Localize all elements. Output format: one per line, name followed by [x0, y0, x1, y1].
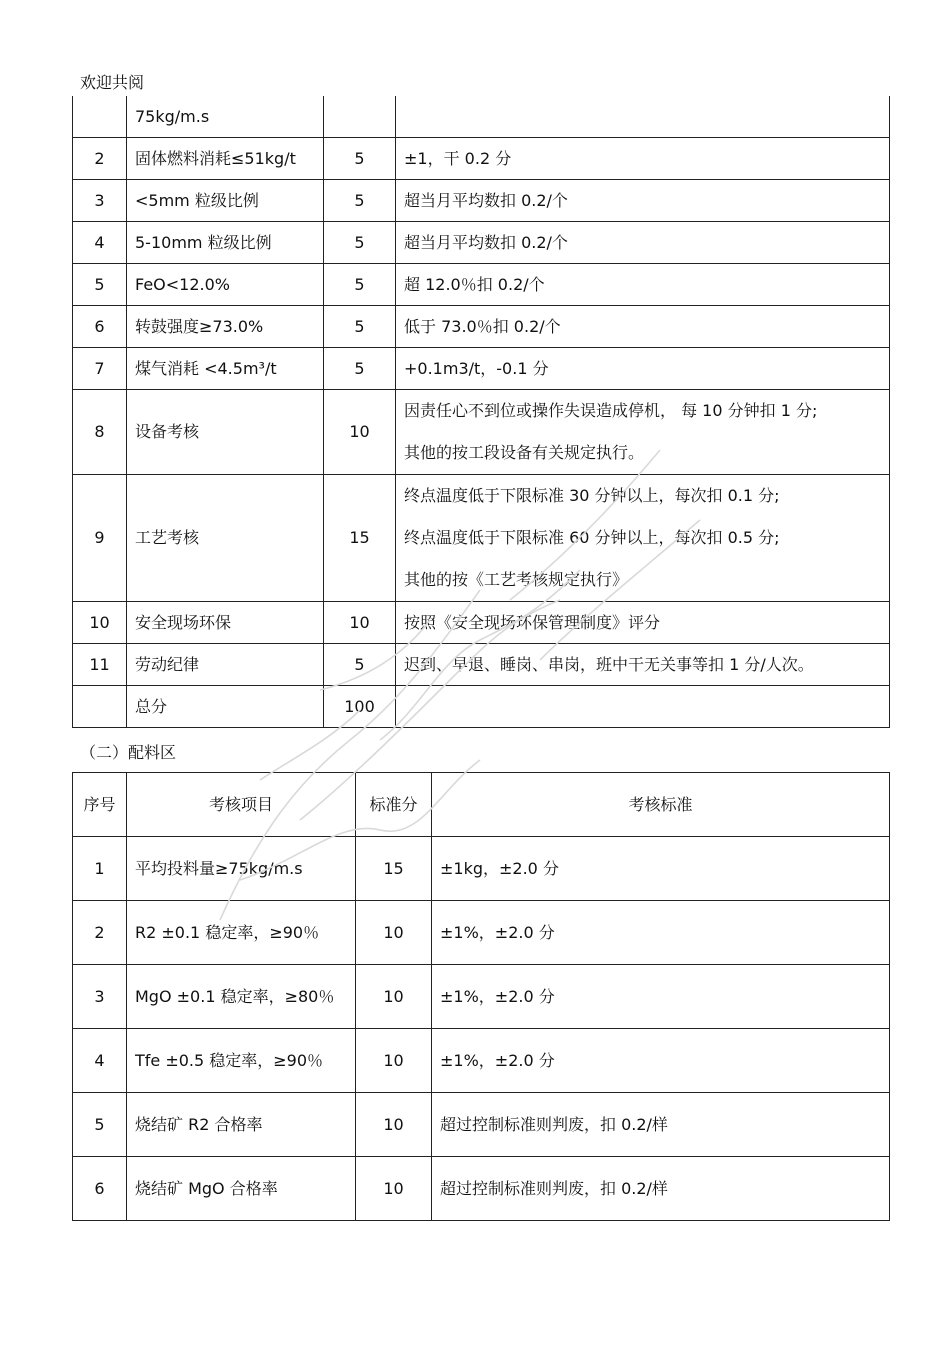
cell-score: 10 — [356, 901, 432, 965]
cell-score: 10 — [356, 1157, 432, 1221]
assessment-table-batching — [72, 772, 890, 1221]
cell-no: 11 — [73, 644, 127, 686]
table-row — [73, 96, 890, 138]
cell-score: 5 — [324, 306, 396, 348]
cell-item: 75kg/m.s — [127, 96, 324, 138]
cell-no: 2 — [73, 901, 127, 965]
cell-score: 10 — [324, 602, 396, 644]
cell-desc — [396, 180, 890, 222]
assessment-table-sintering — [72, 96, 890, 728]
cell-item: 5-10mm 粒级比例 — [127, 222, 324, 264]
cell-score: 5 — [324, 348, 396, 390]
desc-line: 按照《安全现场环保管理制度》评分 — [404, 612, 661, 632]
cell-desc — [396, 348, 890, 390]
table-row — [73, 644, 890, 686]
table-header-row — [73, 773, 890, 837]
section-title: （二）配料区 — [80, 743, 177, 762]
table-row — [73, 1029, 890, 1093]
cell-score: 5 — [324, 644, 396, 686]
cell-no: 1 — [73, 837, 127, 901]
cell-no: 3 — [73, 965, 127, 1029]
cell-score: 15 — [324, 475, 396, 602]
header-no: 序号 — [73, 773, 127, 837]
table-row — [73, 138, 890, 180]
cell-no: 4 — [73, 222, 127, 264]
cell-desc — [396, 96, 890, 138]
cell-no: 8 — [73, 390, 127, 475]
desc-line: 因责任心不到位或操作失误造成停机， 每 10 分钟扣 1 分; — [404, 401, 818, 420]
cell-item: 设备考核 — [127, 390, 324, 475]
cell-desc — [396, 306, 890, 348]
table-row — [73, 686, 890, 728]
cell-score: 10 — [356, 1029, 432, 1093]
cell-score: 10 — [356, 965, 432, 1029]
cell-no: 4 — [73, 1029, 127, 1093]
desc-line: ±1，干 0.2 分 — [404, 148, 512, 168]
desc-line: 低于 73.0％扣 0.2/个 — [404, 316, 561, 336]
cell-item: 煤气消耗 <4.5m³/t — [127, 348, 324, 390]
cell-no: 7 — [73, 348, 127, 390]
cell-no — [73, 96, 127, 138]
cell-no: 5 — [73, 1093, 127, 1157]
cell-score: 100 — [324, 686, 396, 728]
desc-line: 其他的按工段设备有关规定执行。 — [404, 443, 645, 462]
cell-no: 3 — [73, 180, 127, 222]
desc-line: 终点温度低于下限标准 60 分钟以上，每次扣 0.5 分; — [404, 528, 780, 547]
cell-item: <5mm 粒级比例 — [127, 180, 324, 222]
cell-item: 安全现场环保 — [127, 602, 324, 644]
cell-score: 15 — [356, 837, 432, 901]
cell-item: R2 ±0.1 稳定率，≥90％ — [127, 901, 356, 965]
cell-no: 2 — [73, 138, 127, 180]
desc-line: 超当月平均数扣 0.2/个 — [404, 190, 568, 210]
cell-desc — [396, 222, 890, 264]
cell-item: 烧结矿 MgO 合格率 — [127, 1157, 356, 1221]
table-row — [73, 837, 890, 901]
desc-line: +0.1m3/t，-0.1 分 — [404, 358, 549, 378]
cell-desc: ±1%，±2.0 分 — [432, 901, 890, 965]
table-row — [73, 901, 890, 965]
header-item: 考核项目 — [127, 773, 356, 837]
cell-desc: ±1%，±2.0 分 — [432, 965, 890, 1029]
cell-no: 10 — [73, 602, 127, 644]
cell-score: 5 — [324, 180, 396, 222]
cell-desc — [396, 390, 890, 475]
cell-no — [73, 686, 127, 728]
cell-desc — [396, 686, 890, 728]
cell-desc — [396, 264, 890, 306]
cell-score: 5 — [324, 138, 396, 180]
cell-score: 10 — [324, 390, 396, 475]
cell-item: FeO<12.0% — [127, 264, 324, 306]
table-row — [73, 475, 890, 602]
table-row — [73, 264, 890, 306]
cell-item: MgO ±0.1 稳定率，≥80％ — [127, 965, 356, 1029]
cell-score: 5 — [324, 222, 396, 264]
header-score: 标准分 — [356, 773, 432, 837]
cell-desc — [396, 475, 890, 602]
header-desc: 考核标准 — [432, 773, 890, 837]
cell-desc: ±1kg，±2.0 分 — [432, 837, 890, 901]
table-row — [73, 602, 890, 644]
table-row — [73, 348, 890, 390]
cell-item: 固体燃料消耗≤51kg/t — [127, 138, 324, 180]
desc-line: 超 12.0％扣 0.2/个 — [404, 274, 545, 294]
table-row — [73, 1093, 890, 1157]
cell-desc — [396, 602, 890, 644]
cell-no: 5 — [73, 264, 127, 306]
cell-item: 工艺考核 — [127, 475, 324, 602]
cell-desc — [396, 138, 890, 180]
cell-item: 转鼓强度≥73.0% — [127, 306, 324, 348]
table-row — [73, 306, 890, 348]
cell-item: 劳动纪律 — [127, 644, 324, 686]
cell-no: 6 — [73, 1157, 127, 1221]
cell-score — [324, 96, 396, 138]
cell-item: 平均投料量≥75kg/m.s — [127, 837, 356, 901]
desc-line: 迟到、早退、睡岗、串岗，班中干无关事等扣 1 分/人次。 — [404, 654, 814, 674]
cell-no: 9 — [73, 475, 127, 602]
cell-no: 6 — [73, 306, 127, 348]
cell-score: 5 — [324, 264, 396, 306]
cell-item: 烧结矿 R2 合格率 — [127, 1093, 356, 1157]
cell-item: Tfe ±0.5 稳定率，≥90％ — [127, 1029, 356, 1093]
table-row — [73, 965, 890, 1029]
table-row — [73, 390, 890, 475]
desc-line: 其他的按《工艺考核规定执行》 — [404, 570, 629, 589]
cell-desc: 超过控制标准则判废，扣 0.2/样 — [432, 1157, 890, 1221]
table-row — [73, 222, 890, 264]
cell-desc — [396, 644, 890, 686]
cell-score: 10 — [356, 1093, 432, 1157]
cell-desc: ±1%，±2.0 分 — [432, 1029, 890, 1093]
table-row — [73, 180, 890, 222]
desc-line: 超当月平均数扣 0.2/个 — [404, 232, 568, 252]
cell-desc: 超过控制标准则判废，扣 0.2/样 — [432, 1093, 890, 1157]
cell-item: 总分 — [127, 686, 324, 728]
page-header: 欢迎共阅 — [80, 73, 145, 92]
table-row — [73, 1157, 890, 1221]
desc-line: 终点温度低于下限标准 30 分钟以上，每次扣 0.1 分; — [404, 486, 780, 505]
